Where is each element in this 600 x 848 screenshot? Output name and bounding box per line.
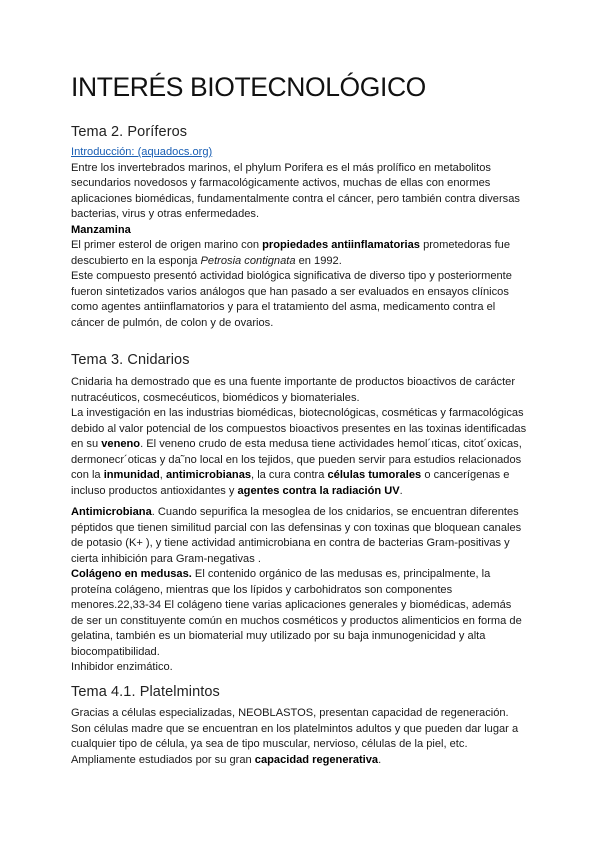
section-heading-tema3: Tema 3. Cnidarios [71,352,190,368]
paragraph-line: Antimicrobiana. Cuando sepurifica la mesoglea de los cnidarios, se encuentran diferentes [71,506,519,518]
paragraph-line: Son células madre que se encuentran en los platelmintos adultos y que pueden dar lugar a [71,722,519,735]
page-title: INTERÉS BIOTECNOLÓGICO [71,72,426,102]
paragraph-line: como agentes antiinflamatorios y para el tratamiento del asma, medicamento contra el [71,301,496,313]
paragraph-line: cáncer de pulmón, de colon y de ovarios. [71,316,274,329]
paragraph-line: secundarios novedosos y farmacológicamente activos, muchas de ellas con enormes [71,177,491,189]
paragraph-line: menores.22,33-34 El colágeno tiene varias aplicaciones generales y biomédicas, además [71,599,512,611]
section-heading-tema41: Tema 4.1. Platelmintos [71,684,220,700]
paragraph-line: Colágeno en medusas. El contenido orgánico de las medusas es, principalmente, la [71,568,491,580]
paragraph-line: con la inmunidad, antimicrobianas, la cura contra células tumorales o cancerígenas e [71,469,510,481]
tema2-body [71,145,531,331]
intro-link[interactable]: Introducción: (aquadocs.org) [71,146,213,158]
paragraph-line: en su veneno. El veneno crudo de esta medusa tiene actividades hemol´ıticas, citot´oxicas, [71,438,522,450]
paragraph-line: gelatina, también es un biomaterial muy utilizado por su baja inmunogenicidad y alta [71,630,486,642]
paragraph-line: cualquier tipo de célula, ya sea de tipo muscular, nervioso, células de la piel, etc. [71,738,468,750]
paragraph-line: aplicaciones biomédicas, fundamentalmente contra el cáncer, pero también contra diversas [71,192,520,205]
paragraph-line: cierta inhibición para Gram-negativas . [71,552,261,565]
paragraph-line: biocompatibilidad. [71,645,160,658]
tema3-antimicrobiana [71,505,531,676]
paragraph-line: de ser un constituyente común en muchos cosméticos y productos alimenticios en forma de [71,614,522,627]
paragraph-line: péptidos que tienen similitud parcial con las defensinas y con toxinas que bloquean canales [71,521,522,534]
paragraph-line: fueron sintetizados varios análogos que han pasado a ser evaluados en ensayos clínicos [71,285,509,298]
paragraph-line: bacterias, virus y otras enfermedades. [71,208,260,220]
paragraph-line: Entre los invertebrados marinos, el phylum Porifera es el más prolífico en metabolitos [71,161,491,174]
tema3-body [71,375,531,499]
paragraph-line: Inhibidor enzimático. [71,661,173,673]
paragraph-line: nutracéuticos, cosmecéuticos, biomédicos y biomateriales. [71,391,360,404]
paragraph-line: proteína colágeno, mientras que los lípidos y carbohidratos son componentes [71,583,453,596]
paragraph-line: Cnidaria ha demostrado que es una fuente importante de productos bioactivos de carácter [71,376,516,388]
paragraph-line: Ampliamente estudiados por su gran capacidad regenerativa. [71,753,382,766]
paragraph-line: La investigación en las industrias biomédicas, biotecnológicas, cosméticas y farmacológicas [71,407,524,419]
paragraph-line: debido al valor potencial de los compuestos bioactivos presentes en las toxinas identificadas [71,422,527,435]
paragraph-line: dermonecr´oticas y da˜no local en los tejidos, que pueden servir para estudios relacionados [71,453,522,466]
tema41-body [71,706,531,768]
paragraph-line: Este compuesto presentó actividad biológica significativa de diverso tipo y posteriormente [71,270,512,282]
paragraph-line: de potasio (K+ ), y tiene actividad antimicrobiana en contra de bacterias Gram-positivas y [71,537,510,549]
paragraph-line: Gracias a células especializadas, NEOBLASTOS, presentan capacidad de regeneración. [71,707,509,719]
section-heading-tema2: Tema 2. Poríferos [71,124,188,140]
paragraph-line: descubierto en la esponja Petrosia contignata en 1992. [71,254,342,267]
subheading-manzamina: Manzamina [71,223,131,236]
paragraph-line: incluso productos antioxidantes y agentes contra la radiación UV. [71,484,403,497]
paragraph-line: El primer esterol de origen marino con propiedades antiinflamatorias prometedoras fue [71,239,511,251]
